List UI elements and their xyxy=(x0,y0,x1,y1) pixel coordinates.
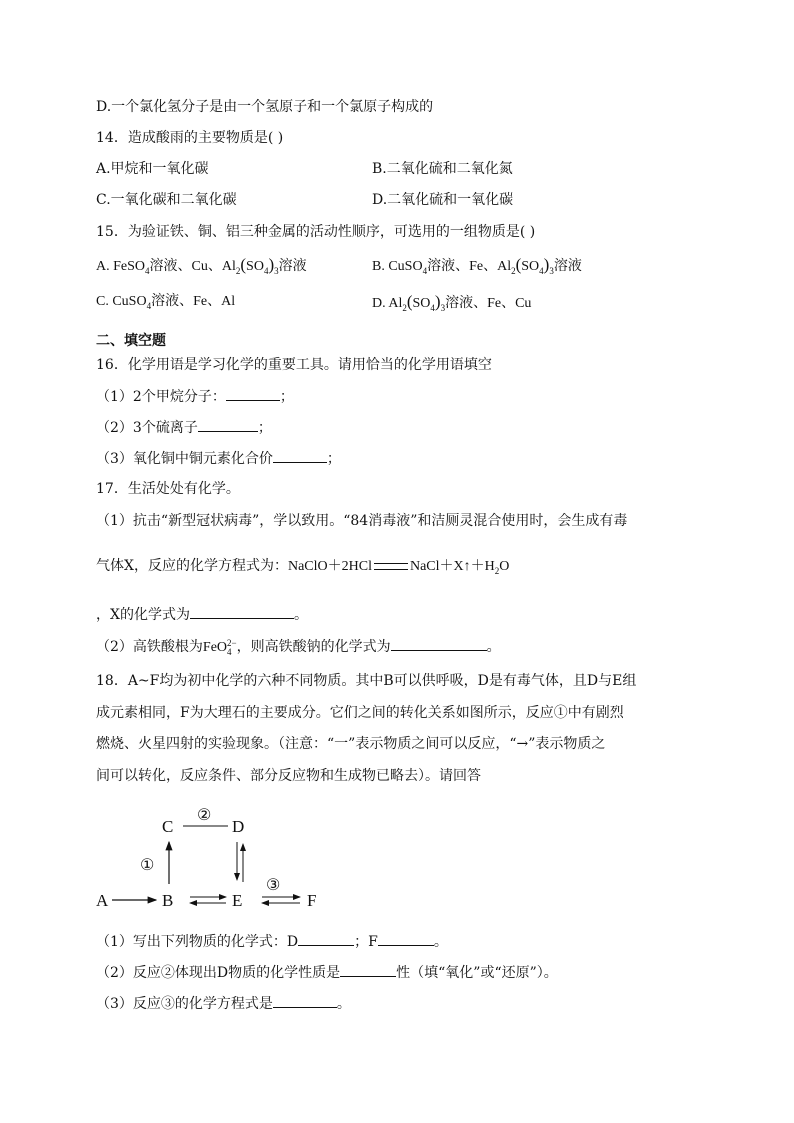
answer-blank[interactable] xyxy=(298,931,354,946)
node-c: C xyxy=(162,817,174,836)
section-title: 二、填空题 xyxy=(96,333,166,349)
node-a: A xyxy=(96,891,109,910)
answer-blank[interactable] xyxy=(391,636,487,651)
q18-part1: （1）写出下列物质的化学式：D ；F 。 xyxy=(96,931,448,952)
answer-blank[interactable] xyxy=(273,448,327,463)
answer-blank[interactable] xyxy=(226,386,280,401)
q15-option-c: C. CuSO$_4$溶液、Fe、Al xyxy=(96,294,236,311)
q18-line1: 18．A~F均为初中化学的六种不同物质。其中B可以供呼吸，D是有毒气体，且D与E组 xyxy=(96,673,637,689)
node-b: B xyxy=(162,891,174,910)
q14-stem: 14．造成酸雨的主要物质是( ) xyxy=(96,130,284,146)
answer-blank[interactable] xyxy=(273,993,337,1008)
q18-part2: （2）反应②体现出D物质的化学性质是 性（填“氧化”或“还原”）。 xyxy=(96,962,558,983)
answer-blank[interactable] xyxy=(198,417,258,432)
q18-line3: 燃烧、火星四射的实验现象。（注意：“一”表示物质之间可以反应，“→”表示物质之 xyxy=(96,736,606,752)
q17-part1-equation: 气体X，反应的化学方程式为：NaClO＋2HCl $NaCl+X↑+H_2O$ xyxy=(96,558,510,576)
q16-part3: （3）氧化铜中铜元素化合价 ； xyxy=(96,448,341,469)
q17-part2: （2）高铁酸根为FeO 2− 4 ，则高铁酸钠的化学式为 。 xyxy=(96,637,501,657)
q17-stem: 17．生活处处有化学。 xyxy=(96,481,240,497)
q14-option-b: B.二氧化硫和二氧化氮 xyxy=(372,161,513,177)
reaction-2-label: ② xyxy=(197,807,212,824)
q17-part1: （1）抗击“新型冠状病毒”，学以致用。“84消毒液”和洁厕灵混合使用时，会生成有毒 xyxy=(96,513,628,529)
answer-blank[interactable] xyxy=(190,604,294,619)
q14-option-a: A.甲烷和一氧化碳 xyxy=(96,161,209,177)
reaction-3-label: ③ xyxy=(266,877,281,894)
q15-option-d: D. $Al_2(SO_4)_3$溶液、Fe、Cu xyxy=(372,292,532,313)
answer-blank[interactable] xyxy=(378,931,434,946)
q15-option-b: B. CuSO$_4$溶液、Fe、$Al_2(SO_4)_3$溶液 xyxy=(372,255,582,276)
q17-part1-answer: ，X的化学式为 。 xyxy=(96,604,308,625)
q18-line4: 间可以转化，反应条件、部分反应物和生成物已略去）。请回答 xyxy=(96,768,481,784)
node-f: F xyxy=(307,891,317,910)
node-d: D xyxy=(232,817,245,836)
q16-part1: （1）2个甲烷分子： ； xyxy=(96,386,294,407)
chemical-equation: NaClO＋2HCl $NaCl+X↑+H_2O$ xyxy=(287,559,510,576)
q14-option-d: D.二氧化硫和一氧化碳 xyxy=(372,192,514,208)
q18-line2: 成元素相同，F为大理石的主要成分。它们之间的转化关系如图所示，反应①中有剧烈 xyxy=(96,705,624,721)
reaction-1-label: ① xyxy=(140,857,155,874)
q13-option-d: D.一个氯化氢分子是由一个氢原子和一个氯原子构成的 xyxy=(96,99,434,115)
answer-blank[interactable] xyxy=(340,962,396,977)
q16-stem: 16．化学用语是学习化学的重要工具。请用恰当的化学用语填空 xyxy=(96,357,492,373)
q14-option-c: C.一氧化碳和二氧化碳 xyxy=(96,192,237,208)
q16-part2: （2）3个硫离子 ； xyxy=(96,417,272,438)
conversion-diagram xyxy=(90,800,340,920)
equals-sign xyxy=(374,563,408,570)
q15-stem: 15．为验证铁、铜、铝三种金属的活动性顺序，可选用的一组物质是( ) xyxy=(96,224,536,240)
q15-option-a: A. FeSO$_4$溶液、Cu、$Al_2(SO_4)_3$溶液 xyxy=(96,255,307,276)
q18-part3: （3）反应③的化学方程式是 。 xyxy=(96,993,351,1014)
node-e: E xyxy=(232,891,243,910)
